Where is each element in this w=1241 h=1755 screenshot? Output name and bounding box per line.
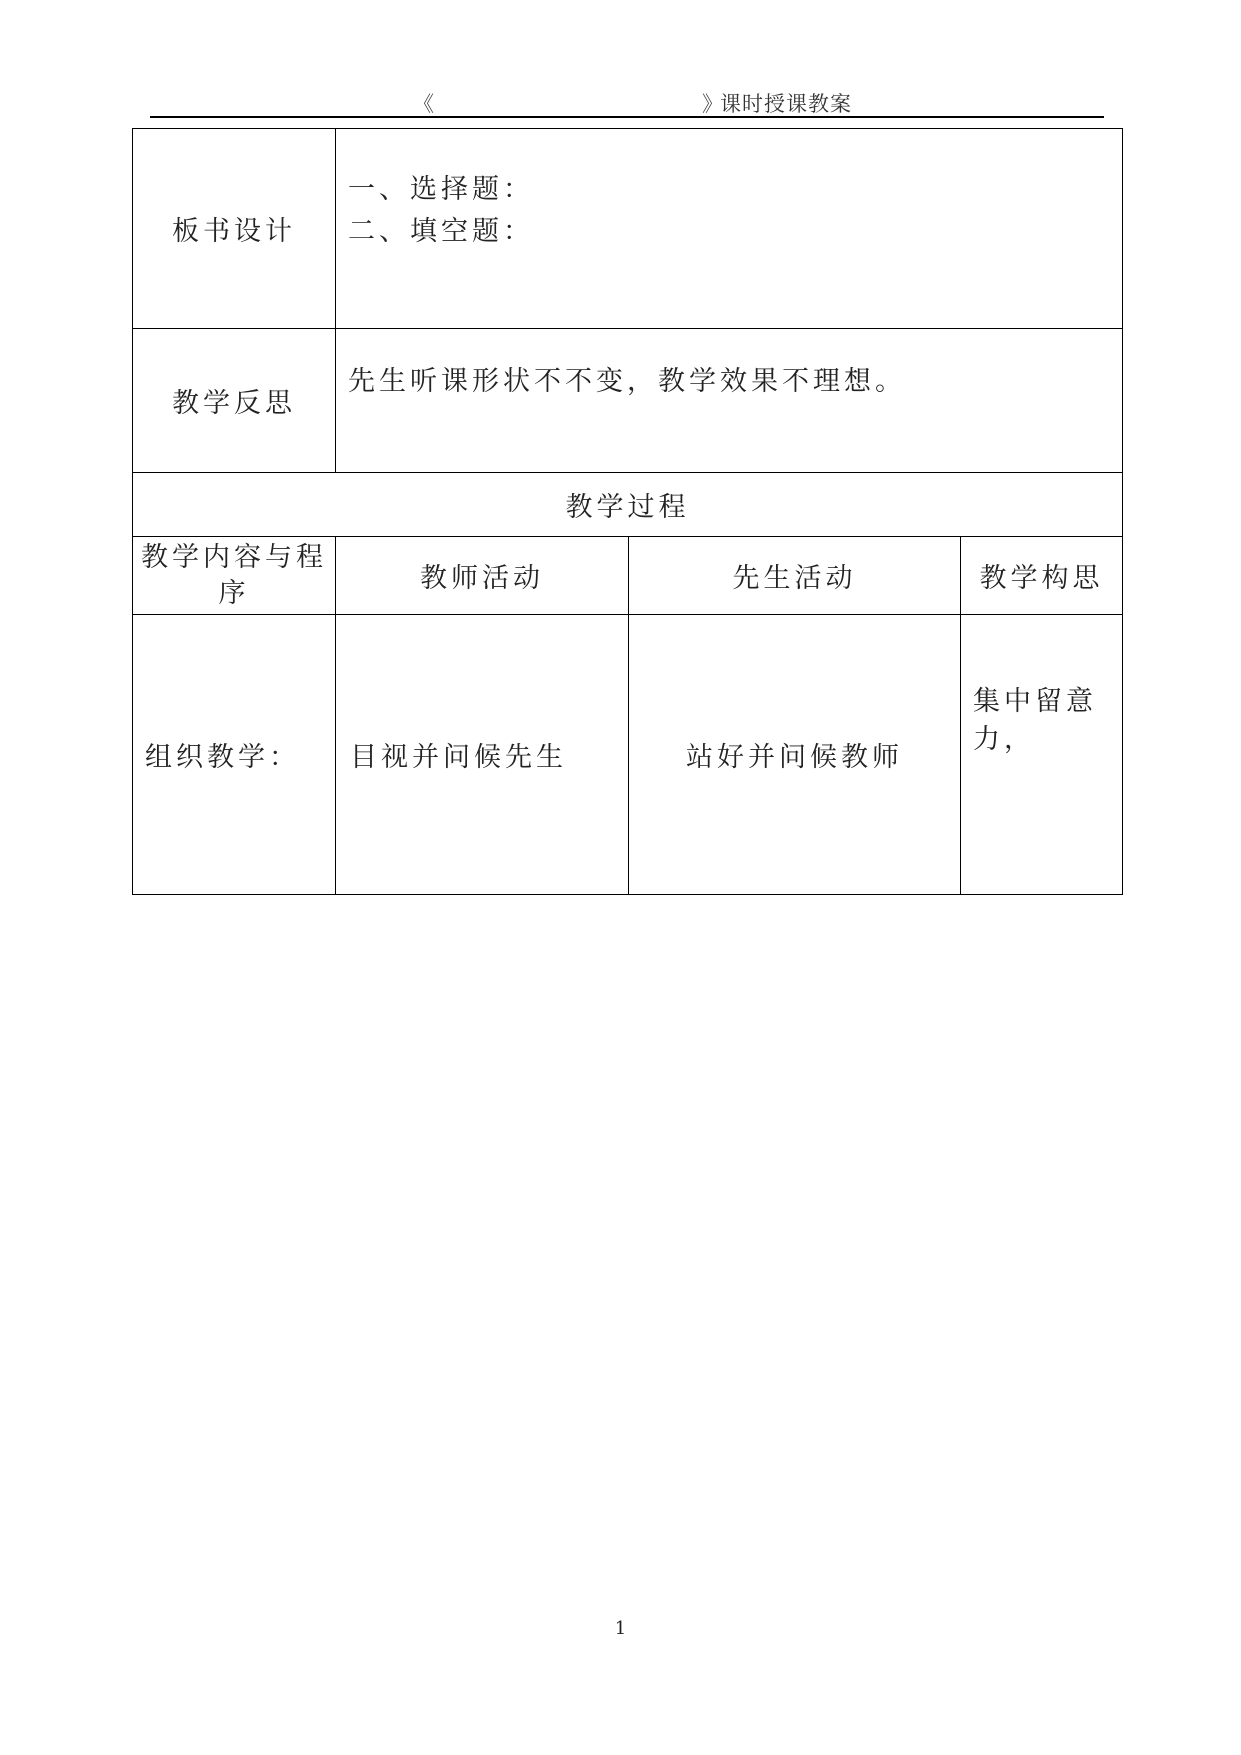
board-design-row (133, 129, 1123, 329)
board-design-line: 一、选择题： (348, 174, 534, 205)
column-header-idea: 教学构思 (961, 537, 1123, 615)
process-title-row (133, 473, 1123, 537)
reflection-row (133, 329, 1123, 473)
lesson-plan-table (132, 128, 1123, 895)
process-row-teacher: 目视并问候先生 (336, 615, 629, 895)
column-header-student: 先生活动 (629, 537, 961, 615)
page-header (150, 86, 1104, 116)
column-header-teacher: 教师活动 (336, 537, 629, 615)
process-row-student: 站好并问候教师 (629, 615, 961, 895)
process-row-idea: 集中留意力， (961, 615, 1123, 895)
reflection-text: 先生听课形状不不变，教学效果不理想。 (336, 329, 1123, 473)
process-row (133, 615, 1123, 895)
board-design-label: 板书设计 (133, 129, 336, 329)
header-close-bracket: 》 (702, 92, 723, 116)
process-column-header-row (133, 537, 1123, 615)
header-title: 课时授课教案 (720, 92, 852, 116)
process-title: 教学过程 (133, 473, 1123, 537)
column-header-content: 教学内容与程序 (133, 537, 336, 615)
page-number: 1 (614, 1618, 627, 1639)
process-row-content: 组织教学： (133, 615, 336, 895)
reflection-label: 教学反思 (133, 329, 336, 473)
header-rule (150, 116, 1104, 118)
header-open-bracket: 《 (413, 92, 434, 116)
board-design-content (336, 129, 1123, 329)
board-design-line: 二、填空题： (348, 216, 534, 247)
